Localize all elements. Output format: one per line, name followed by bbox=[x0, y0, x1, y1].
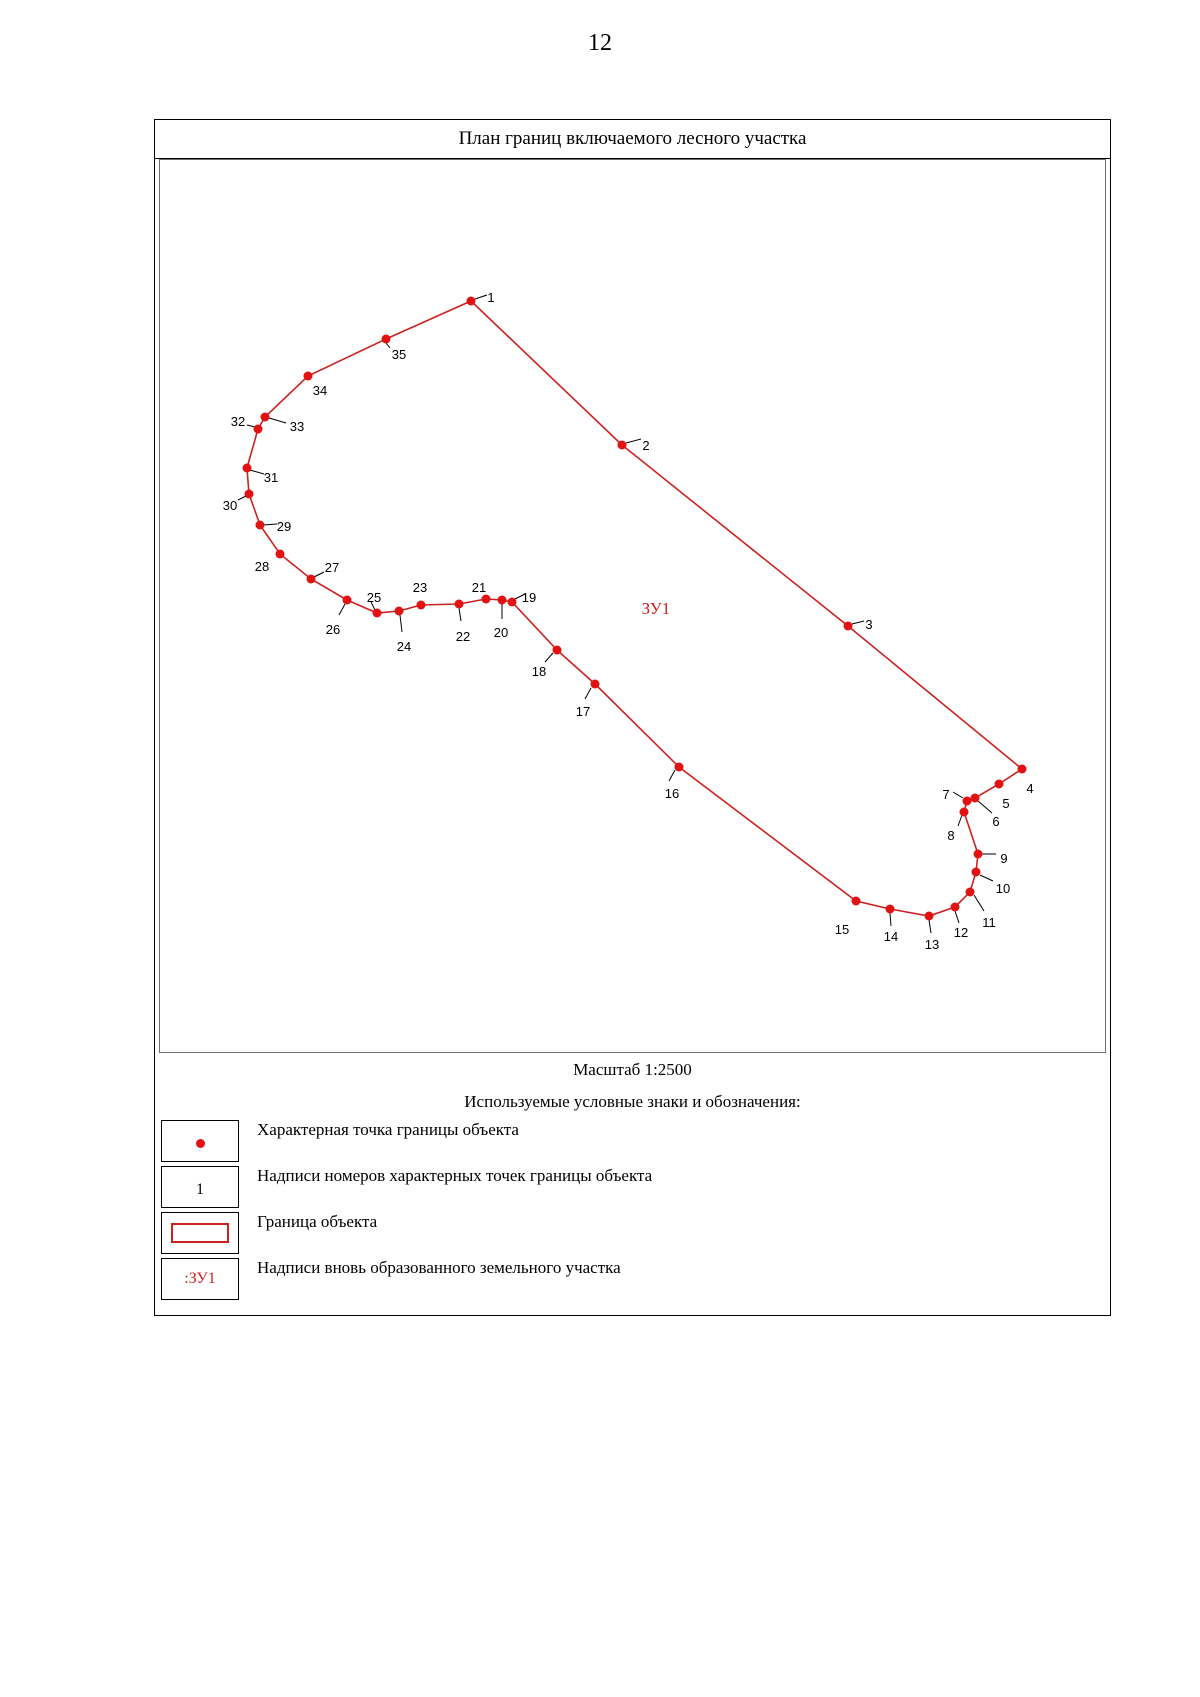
legend-text-boundary: Граница объекта bbox=[257, 1212, 378, 1231]
point-label-35: 35 bbox=[391, 347, 407, 362]
boundary-point-27 bbox=[307, 575, 316, 584]
legend-key-plot bbox=[161, 1258, 239, 1300]
point-leader-29 bbox=[263, 524, 277, 525]
point-leader-33 bbox=[269, 418, 286, 423]
plot-label: ЗУ1 bbox=[641, 599, 671, 618]
boundary-point-17 bbox=[591, 680, 600, 689]
point-label-33: 33 bbox=[289, 419, 305, 434]
legend-key-number bbox=[161, 1166, 239, 1208]
point-label-23: 23 bbox=[412, 580, 428, 595]
legend-item-point bbox=[161, 1120, 1061, 1164]
boundary-point-20 bbox=[498, 596, 507, 605]
boundary-rect-icon bbox=[171, 1223, 229, 1243]
point-leader-6 bbox=[978, 801, 992, 813]
point-label-4: 4 bbox=[1026, 781, 1034, 796]
point-label-26: 26 bbox=[325, 622, 341, 637]
point-label-3: 3 bbox=[865, 617, 873, 632]
point-label-14: 14 bbox=[883, 929, 899, 944]
boundary-point-31 bbox=[243, 464, 252, 473]
boundary-point-13 bbox=[925, 912, 934, 921]
boundary-point-7 bbox=[963, 797, 972, 806]
point-leader-32 bbox=[247, 425, 255, 427]
point-label-29: 29 bbox=[276, 519, 292, 534]
point-label-15: 15 bbox=[834, 922, 850, 937]
point-label-1: 1 bbox=[487, 290, 495, 305]
point-leader-8 bbox=[958, 815, 962, 826]
point-leader-30 bbox=[238, 496, 246, 500]
point-leader-11 bbox=[974, 895, 984, 911]
legend-key-point bbox=[161, 1120, 239, 1162]
point-label-9: 9 bbox=[1000, 851, 1008, 866]
point-leader-18 bbox=[545, 653, 553, 662]
legend-text-point: Характерная точка границы объекта bbox=[257, 1120, 519, 1139]
number-label-sample: 1 bbox=[196, 1181, 204, 1198]
point-leader-10 bbox=[980, 875, 993, 881]
boundary-point-30 bbox=[245, 490, 254, 499]
map-area bbox=[159, 159, 1106, 1053]
point-label-10: 10 bbox=[995, 881, 1011, 896]
boundary-point-34 bbox=[304, 372, 313, 381]
point-label-24: 24 bbox=[396, 639, 412, 654]
legend-item-number bbox=[161, 1166, 1061, 1210]
boundary-point-18 bbox=[553, 646, 562, 655]
point-leader-7 bbox=[953, 792, 963, 798]
boundary-point-21 bbox=[482, 595, 491, 604]
point-label-16: 16 bbox=[664, 786, 680, 801]
boundary-point-3 bbox=[844, 622, 853, 631]
point-leader-16 bbox=[669, 770, 675, 781]
point-label-12: 12 bbox=[953, 925, 969, 940]
boundary-point-15 bbox=[852, 897, 861, 906]
point-leader-22 bbox=[459, 608, 461, 621]
point-label-32: 32 bbox=[230, 414, 246, 429]
boundary-point-29 bbox=[256, 521, 265, 530]
legend-text-number: Надписи номеров характерных точек границы объекта bbox=[257, 1166, 653, 1185]
point-label-25: 25 bbox=[366, 590, 382, 605]
boundary-point-1 bbox=[467, 297, 476, 306]
boundary-point-26 bbox=[343, 596, 352, 605]
point-label-5: 5 bbox=[1002, 796, 1010, 811]
point-leader-2 bbox=[626, 439, 641, 443]
plan-title: План границ включаемого лесного участка bbox=[458, 128, 807, 149]
page-number: 12 bbox=[588, 30, 612, 56]
boundary-point-23 bbox=[417, 601, 426, 610]
plan-frame bbox=[154, 119, 1111, 1316]
point-leader-35 bbox=[386, 343, 390, 348]
point-label-19: 19 bbox=[521, 590, 537, 605]
plot-label-sample: :ЗУ1 bbox=[184, 1270, 216, 1287]
point-label-28: 28 bbox=[254, 559, 270, 574]
point-dot-icon bbox=[196, 1139, 205, 1148]
legend-item-plot bbox=[161, 1258, 1061, 1302]
boundary-point-14 bbox=[886, 905, 895, 914]
point-label-8: 8 bbox=[947, 828, 955, 843]
boundary-point-22 bbox=[455, 600, 464, 609]
boundary-point-35 bbox=[382, 335, 391, 344]
boundary-map bbox=[160, 160, 1105, 1052]
point-label-27: 27 bbox=[324, 560, 340, 575]
point-label-18: 18 bbox=[531, 664, 547, 679]
legend-title: Используемые условные знаки и обозначения: bbox=[464, 1092, 801, 1111]
point-leader-24 bbox=[400, 615, 402, 632]
boundary-point-33 bbox=[261, 413, 270, 422]
point-label-31: 31 bbox=[263, 470, 279, 485]
boundary-point-10 bbox=[972, 868, 981, 877]
point-label-34: 34 bbox=[312, 383, 328, 398]
boundary-point-2 bbox=[618, 441, 627, 450]
legend-key-boundary bbox=[161, 1212, 239, 1254]
boundary-point-11 bbox=[966, 888, 975, 897]
point-label-17: 17 bbox=[575, 704, 591, 719]
boundary-point-4 bbox=[1018, 765, 1027, 774]
boundary-point-25 bbox=[373, 609, 382, 618]
point-label-2: 2 bbox=[642, 438, 650, 453]
point-label-13: 13 bbox=[924, 937, 940, 952]
point-label-21: 21 bbox=[471, 580, 487, 595]
point-leader-31 bbox=[250, 470, 264, 474]
boundary-point-8 bbox=[960, 808, 969, 817]
boundary-point-19 bbox=[508, 598, 517, 607]
point-label-6: 6 bbox=[992, 814, 1000, 829]
boundary-point-32 bbox=[254, 425, 263, 434]
point-leader-13 bbox=[929, 920, 931, 933]
point-label-22: 22 bbox=[455, 629, 471, 644]
point-leader-1 bbox=[475, 295, 487, 299]
parcel-boundary bbox=[247, 301, 1022, 916]
point-label-11: 11 bbox=[982, 915, 996, 930]
point-leader-3 bbox=[852, 621, 864, 624]
point-leader-17 bbox=[585, 688, 591, 699]
point-label-7: 7 bbox=[942, 787, 950, 802]
legend-text-plot: Надписи вновь образованного земельного участка bbox=[257, 1258, 621, 1277]
legend-item-boundary bbox=[161, 1212, 1061, 1256]
boundary-point-9 bbox=[974, 850, 983, 859]
boundary-point-5 bbox=[995, 780, 1004, 789]
point-leader-14 bbox=[890, 913, 891, 926]
boundary-point-24 bbox=[395, 607, 404, 616]
boundary-point-16 bbox=[675, 763, 684, 772]
scale-label: Масштаб 1:2500 bbox=[573, 1060, 692, 1079]
point-label-30: 30 bbox=[222, 498, 238, 513]
point-leader-27 bbox=[314, 572, 324, 577]
point-label-20: 20 bbox=[493, 625, 509, 640]
boundary-point-12 bbox=[951, 903, 960, 912]
point-leader-12 bbox=[955, 911, 959, 923]
boundary-point-6 bbox=[971, 794, 980, 803]
boundary-point-28 bbox=[276, 550, 285, 559]
point-leader-26 bbox=[339, 604, 345, 615]
